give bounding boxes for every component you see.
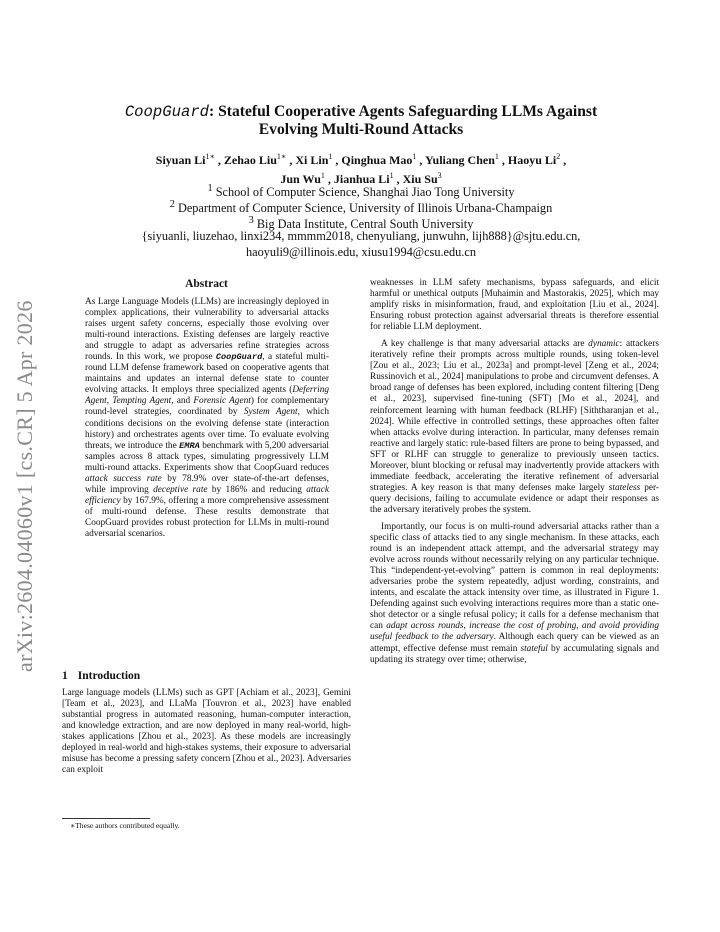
affiliation: $^1$ School of Computer Science, Shanghai Jiao Tong University	[207, 183, 515, 200]
author: Xiu Su	[402, 172, 438, 186]
paragraph: A key challenge is that many adversarial attacks are dynamic: attackers iteratively refine their prompts across multiple rounds, using token-level [Zou et al., 2023; Liu et al., 2023a] and prompt-level [Zeng et al., 2024; Russinovich et al., 2024] manipulations to probe and circumvent defenses. A broad range of defenses has been explored, including content filtering [Deng et al., 2023], supervised fine-tuning (SFT) [Mo et al., 2024], and reinforcement learning with human feedback (RLHF) [Siththaranjan et al., 2024]. While effective in controlled settings, these approaches often falter when attacks evolve during interaction. In particular, many defenses remain reactive and largely static: rule-based filters are prone to being bypassed, and SFT or RLHF can struggle to generalize to previously unseen tactics. Moreover, blunt blocking or refusal may inadvertently provide attackers with immediate feedback, accelerating the iterative refinement of adversarial strategies. A key reason is that many defenses make largely stateless per-query decisions, failing to accumulate evidence or adapt their responses as the adversary iteratively probes the system.	[370, 339, 659, 515]
affiliation: $^2$ Department of Computer Science, University of Illinois Urbana-Champaign	[169, 199, 553, 216]
author-line-2: Jun Wu$^1$ , Jianhua Li$^1$ , Xiu Su$^3$	[280, 171, 442, 186]
arxiv-identifier: arXiv:2604.04060v1 [cs.CR] 5 Apr 2026	[12, 300, 37, 672]
author-emails: {siyuanli, liuzehao, linxi234, mmmm2018, chenyuliang, junwuhn, lijh888}@sjtu.edu.cn, haoyuli9@illinois.edu, xiusu1994@csu.edu.cn	[141, 229, 581, 259]
section-heading-introduction: 1 Introduction	[62, 670, 141, 682]
abstract-heading: Abstract	[185, 278, 228, 290]
abstract-body: As Large Language Models (LLMs) are increasingly deployed in complex applications, their vulnerability to adversarial attacks raises urgent safety concerns, especially those evolving over multi-round interactions. Existing defenses are largely reactive and struggle to adapt as adversaries refine strategies across rounds. In this work, we propose CoopGuard, a stateful multi-round LLM defense framework based on cooperative agents that maintains and updates an internal defense state to counter evolving attacks. It employs three specialized agents (Deferring Agent, Tempting Agent, and Forensic Agent) for complementary round-level strategies, coordinated by System Agent, which conditions decisions on the evolving defense state (interaction history) and orchestrates agents over time. To evaluate evolving threats, we introduce the EMRA benchmark with 5,200 adversarial samples across 8 attack types, simulating progressively LLM multi-round attacks. Experiments show that CoopGuard reduces attack success rate by 78.9% over state-of-the-art defenses, while improving deceptive rate by 186% and reducing attack efficiency by 167.9%, offering a more comprehensive assessment of multi-round defense. These results demonstrate that CoopGuard provides robust protection for LLMs in multi-round adversarial scenarios.	[85, 297, 329, 539]
affiliation: $^3$ Big Data Institute, Central South University	[248, 215, 474, 232]
footnote: ∗These authors contributed equally.	[70, 821, 180, 830]
author: Haoyu Li	[507, 153, 557, 167]
system-name: CoopGuard	[215, 352, 263, 363]
introduction-paragraph: Large language models (LLMs) such as GPT [Achiam et al., 2023], Gemini [Team et al., 2023], and LLaMa [Touvron et al., 2023] have enabled substantial progress in automated reasoning, human-computer interaction, and knowledge extraction, and are now deployed in many real-world, high-stakes applications [Zhou et al., 2023]. As these models are increasingly deployed in real-world and high-stakes systems, their exposure to adversarial misuse has become a pressing safety concern [Zhou et al., 2023]. Adversaries can exploit	[62, 688, 351, 776]
paragraph: Importantly, our focus is on multi-round adversarial attacks rather than a specific class of attacks tied to any single mechanism. In these attacks, each round is an independent attack attempt, and the adversarial strategy may evolve across rounds without necessarily relying on any particular technique. This “independent-yet-evolving” pattern is common in real deployments: adversaries probe the system repeatedly, adjust wording, constraints, and intents, and escalate the attack intensity over time, as illustrated in Figure 1. Defending against such evolving interactions requires more than a static one-shot detector or a single refusal policy; it calls for a defense mechanism that can adapt across rounds, increase the cost of probing, and avoid providing useful feedback to the adversary. Although each query can be viewed as an attempt, effective defense must remain stateful by accumulating signals and updating its strategy over time; otherwise,	[370, 521, 660, 665]
author-line-1: Siyuan $Li^{1∗}$ , Zehao Liu$^{1∗}$ , Xi Lin$^1$ , Qinghua Mao$^1$ , Yuliang Chen$^1$ , Haoyu Li$^2$ ,	[155, 152, 567, 167]
paper-title	[60, 103, 662, 139]
footnote-divider	[62, 818, 150, 819]
author: Siyuan Li	[155, 153, 206, 167]
author: Yuliang Chen	[424, 153, 495, 167]
author: Jun Wu	[280, 172, 321, 186]
author: Zehao Liu	[223, 153, 277, 167]
benchmark-name: EMRA	[179, 440, 200, 451]
title-text: : Stateful Cooperative Agents Safeguarding LLMs Against	[209, 103, 598, 120]
author: Jianhua Li	[333, 172, 390, 186]
paragraph: weaknesses in LLM safety mechanisms, bypass safeguards, and elicit harmful or unethical outputs [Muhaimin and Mastorakis, 2025], which may amplify risks in misinformation, fraud, and exploitation [Liu et al., 2024]. Ensuring robust protection against adversarial threats is therefore essential for reliable LLM deployment.	[370, 278, 659, 333]
title-line-2: Evolving Multi-Round Attacks	[258, 121, 464, 138]
author: Xi Lin	[295, 153, 329, 167]
title-system-name: CoopGuard	[124, 103, 210, 121]
right-column-text	[370, 278, 659, 666]
author: Qinghua Mao	[341, 153, 413, 167]
